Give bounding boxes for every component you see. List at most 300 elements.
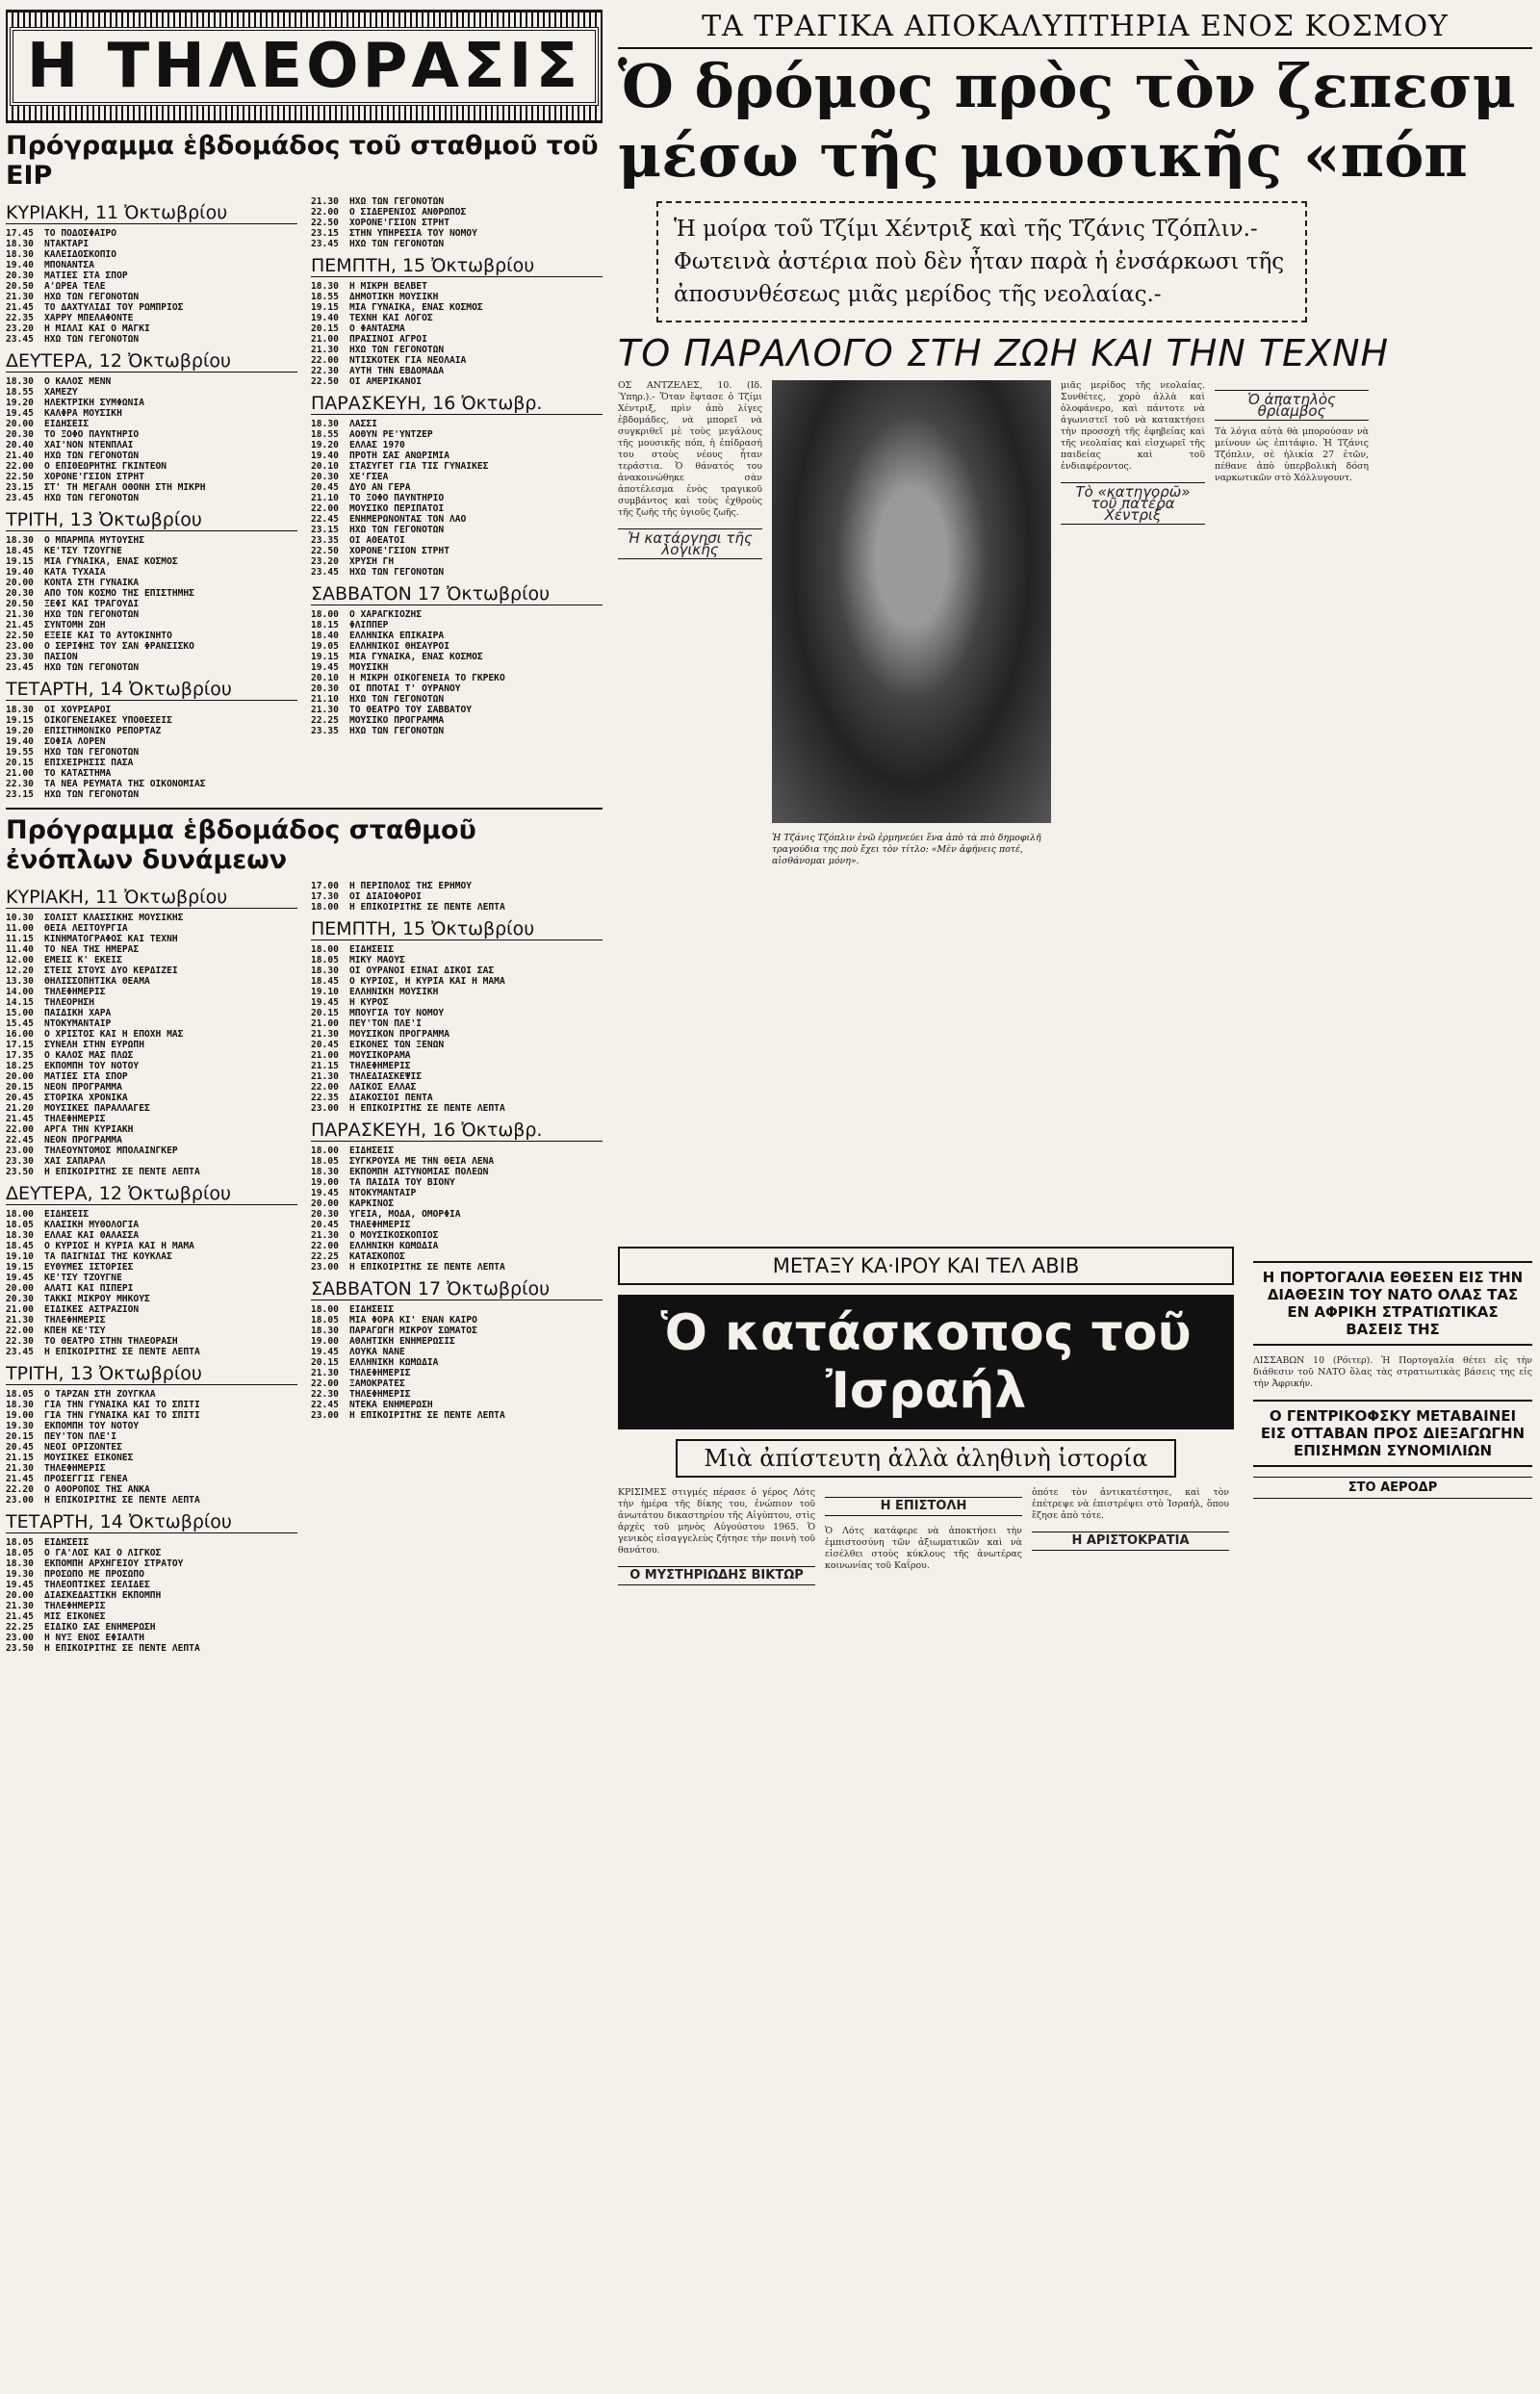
- schedule-time: 23.00: [6, 1146, 34, 1156]
- schedule-row: [311, 955, 603, 965]
- schedule-programme: ΕΝΗΜΕΡΩΝΟΝΤΑΣ ΤΟΝ ΛΑΟ: [349, 514, 467, 525]
- schedule-programme: Ο ΣΙΔΕΡΕΝΙΟΣ ΑΝΘΡΩΠΟΣ: [349, 207, 467, 218]
- schedule-programme: ΚΕ'ΤΣΥ ΤΖΟΥΓΝΕ: [44, 1273, 122, 1283]
- schedule-day-heading: ΠΕΜΠΤΗ, 15 Ὀκτωβρίου: [311, 918, 603, 940]
- schedule-row: [311, 1146, 603, 1156]
- schedule-time: 11.40: [6, 944, 34, 955]
- schedule-row: [311, 944, 603, 955]
- schedule-time: 21.00: [6, 1304, 34, 1315]
- schedule-time: 17.45: [6, 228, 34, 239]
- schedule-time: 18.55: [311, 429, 339, 440]
- schedule-row: [311, 1188, 603, 1198]
- schedule-time: 19.45: [311, 997, 339, 1008]
- schedule-time: 21.15: [311, 1061, 339, 1071]
- schedule-programme: ΟΙΚΟΓΕΝΕΙΑΚΕΣ ΥΠΟΘΕΣΕΙΣ: [44, 715, 172, 726]
- schedule-programme: ΕΜΕΙΣ Κ' ΕΚΕΙΣ: [44, 955, 122, 965]
- schedule-programme: ΘΕΙΑ ΛΕΙΤΟΥΡΓΙΑ: [44, 923, 128, 934]
- schedule-programme: ΕΙΔΙΚΟ ΣΑΣ ΕΝΗΜΕΡΩΣΗ: [44, 1622, 156, 1633]
- schedule-time: 22.20: [6, 1484, 34, 1495]
- eir-right-column: [311, 196, 603, 800]
- schedule-row: [311, 556, 603, 567]
- schedule-row: [6, 1273, 297, 1283]
- schedule-time: 22.45: [6, 1135, 34, 1146]
- schedule-programme: ΓΙΑ ΤΗΝ ΓΥΝΑΙΚΑ ΚΑΙ ΤΟ ΣΠΙΤΙ: [44, 1400, 200, 1410]
- schedule-row: [6, 1251, 297, 1262]
- schedule-row: [6, 1124, 297, 1135]
- schedule-list: [311, 1304, 603, 1421]
- schedule-row: [311, 1050, 603, 1061]
- schedule-row: [6, 1220, 297, 1230]
- tv-masthead-title: Η ΤΗΛΕΟΡΑΣΙΣ: [10, 27, 599, 106]
- schedule-time: 19.20: [6, 398, 34, 408]
- schedule-time: 22.00: [311, 503, 339, 514]
- schedule-time: 11.00: [6, 923, 34, 934]
- schedule-time: 21.30: [6, 1601, 34, 1611]
- schedule-time: 20.15: [311, 1008, 339, 1018]
- schedule-row: [6, 281, 297, 292]
- schedule-row: [6, 599, 297, 609]
- schedule-row: [6, 1230, 297, 1241]
- schedule-row: [6, 408, 297, 419]
- schedule-programme: ΤΟ ΞΟΦΟ ΠΑΥΝΤΗΡΙΟ: [44, 429, 140, 440]
- schedule-programme: ΕΛΛΗΝΙΚΟΙ ΘΗΣΑΥΡΟΙ: [349, 641, 449, 652]
- schedule-time: 21.30: [311, 1368, 339, 1378]
- schedule-time: 20.45: [6, 1442, 34, 1453]
- schedule-row: [311, 355, 603, 366]
- schedule-row: [6, 1474, 297, 1484]
- spy-col-2: [825, 1487, 1022, 1595]
- schedule-time: 22.30: [6, 1336, 34, 1347]
- schedule-row: [311, 334, 603, 345]
- schedule-programme: ΤΗΛΕΦΗΜΕΡΙΣ: [349, 1368, 411, 1378]
- schedule-row: [6, 323, 297, 334]
- schedule-time: 19.45: [311, 662, 339, 673]
- schedule-time: 14.15: [6, 997, 34, 1008]
- schedule-programme: Α'ΩΡΕΑ ΤΕΛΕ: [44, 281, 106, 292]
- schedule-row: [311, 419, 603, 429]
- schedule-time: 18.00: [6, 1209, 34, 1220]
- schedule-programme: ΝΕΟΝ ΠΡΟΓΡΑΜΜΑ: [44, 1135, 122, 1146]
- schedule-row: [311, 1008, 603, 1018]
- schedule-time: 23.45: [6, 334, 34, 345]
- schedule-programme: ΤΟ ΘΕΑΤΡΟ ΤΟΥ ΣΑΒΒΑΤΟΥ: [349, 705, 473, 715]
- schedule-time: 23.15: [311, 525, 339, 535]
- army-right-column: [311, 881, 603, 1654]
- schedule-row: [6, 1643, 297, 1654]
- schedule-row: [6, 1410, 297, 1421]
- schedule-programme: ΤΑ ΠΑΙΔΙΑ ΤΟΥ ΒΙΟΝΥ: [349, 1177, 455, 1188]
- schedule-time: 18.05: [6, 1389, 34, 1400]
- schedule-time: 20.40: [6, 440, 34, 450]
- schedule-row: [6, 1611, 297, 1622]
- schedule-programme: Η ΜΙΛΛΙ ΚΑΙ Ο ΜΑΓΚΙ: [44, 323, 150, 334]
- schedule-row: [311, 292, 603, 302]
- schedule-programme: ΤΕΧΝΗ ΚΑΙ ΛΟΓΟΣ: [349, 313, 433, 323]
- hendrix-col-4-text: Τὰ λόγια αὐτὰ θὰ μπορούσαν νὰ μείνουν ὡς ἐπιτάφιο. Ἡ Τζάνις Τζόπλιν, σὲ ἡλικία 27 ἐτῶν, πέθανε ἀπὸ ὑπερβολικὴ δόση ναρκωτικῶν στὸ Χόλλυγουντ.: [1215, 426, 1369, 483]
- schedule-time: 20.10: [311, 673, 339, 683]
- schedule-time: 17.30: [311, 891, 339, 902]
- schedule-programme: ΣΥΝΕΛΗ ΣΤΗΝ ΕΥΡΩΠΗ: [44, 1040, 144, 1050]
- schedule-time: 20.15: [311, 323, 339, 334]
- schedule-time: 20.30: [6, 1294, 34, 1304]
- schedule-programme: ΣΤ' ΤΗ ΜΕΓΑΛΗ ΟΘΟΝΗ ΣΤΗ ΜΙΚΡΗ: [44, 482, 206, 493]
- schedule-day-heading: ΠΕΜΠΤΗ, 15 Ὀκτωβρίου: [311, 255, 603, 277]
- schedule-programme: ΜΙΚΥ ΜΑΟΥΣ: [349, 955, 405, 965]
- schedule-row: [311, 1262, 603, 1273]
- schedule-programme: ΤΗΛΕΦΗΜΕΡΙΣ: [44, 1114, 106, 1124]
- schedule-row: [6, 1463, 297, 1474]
- schedule-programme: ΚΕ'ΤΣΥ ΤΖΟΥΓΝΕ: [44, 546, 122, 556]
- schedule-row: [6, 302, 297, 313]
- schedule-time: 18.30: [311, 965, 339, 976]
- schedule-row: [311, 609, 603, 620]
- hendrix-col-1-text: ΟΣ ΑΝΤΖΕΛΕΣ, 10. (Ιδ. Ύπηρ.).- Ὅταν ἔφτασε ὁ Τζίμι Χέντριξ, πρὶν ἀπὸ λίγες ἑβδομάδες, νὰ μπορεῖ νὰ συγκριθεῖ μὲ τοὺς μεγάλους τῆς μουσικῆς πόπ, ἡ ἐπίδρασή του στοὺς νέους ἦταν τεράστια. Ὁ θάνατός του ἀνακοινώθηκε σὰν ἀποτέλεσμα ἐνὸς τραγικοῦ συμβάντος καὶ τοὺς ἐχθροὺς τῆς ζωῆς τῆς ὑγιοῦς ζωῆς.: [618, 380, 762, 518]
- schedule-programme: ΧΑΙ'ΝΟΝ ΝΤΕΝΠΛΑΙ: [44, 440, 134, 450]
- schedule-programme: ΜΟΥΣΙΚΗ: [349, 662, 389, 673]
- schedule-programme: ΘΗΛΙΣΣΟΠΗΤΙΚΑ ΘΕΑΜΑ: [44, 976, 150, 987]
- schedule-programme: ΚΑΤΑΣΚΟΠΟΣ: [349, 1251, 405, 1262]
- schedule-time: 10.30: [6, 913, 34, 923]
- schedule-row: [6, 1495, 297, 1506]
- schedule-row: [6, 1262, 297, 1273]
- schedule-row: [6, 620, 297, 631]
- schedule-time: 23.30: [6, 652, 34, 662]
- gentrikofsky-headline: Ο ΓΕΝΤΡΙΚΟΦΣΚΥ ΜΕΤΑΒΑΙΝΕΙ ΕΙΣ ΟΤΤΑΒΑΝ ΠΡΟΣ ΔΙΕΞΑΓΩΓΗΝ ΕΠΙΣΗΜΩΝ ΣΥΝΟΜΙΛΙΩΝ: [1253, 1400, 1532, 1467]
- schedule-programme: ΝΤΕΚΑ ΕΝΗΜΕΡΩΣΗ: [349, 1400, 433, 1410]
- schedule-row: [6, 1326, 297, 1336]
- schedule-time: 20.00: [6, 1283, 34, 1294]
- schedule-time: 23.45: [6, 493, 34, 503]
- joplin-photo-caption: Ἡ Τζάνις Τζόπλιν ἐνῶ ἑρμηνεύει ἕνα ἀπὸ τὰ πιὸ δημοφιλῆ τραγούδια της ποὺ ἔχει τὸν τίτλο: «Μὲν ἀφήνεις ποτέ, αἰσθάνομαι μόνη».: [772, 833, 1041, 866]
- hendrix-section-title: ΤΟ ΠΑΡΑΛΟΓΟ ΣΤΗ ΖΩΗ ΚΑΙ ΤΗΝ ΤΕΧΝΗ: [618, 332, 1390, 374]
- schedule-programme: Η ΕΠΙΚΟΙΡΙΤΗΣ ΣΕ ΠΕΝΤΕ ΛΕΠΤΑ: [349, 1410, 505, 1421]
- schedule-row: [6, 376, 297, 387]
- schedule-programme: ΜΟΥΣΙΚΟΡΑΜΑ: [349, 1050, 411, 1061]
- schedule-row: [311, 313, 603, 323]
- schedule-row: [311, 1336, 603, 1347]
- schedule-row: [311, 1368, 603, 1378]
- schedule-time: 19.45: [311, 1347, 339, 1357]
- schedule-row: [311, 694, 603, 705]
- schedule-time: 23.45: [6, 662, 34, 673]
- schedule-programme: Η ΝΥΞ ΕΝΟΣ ΕΦΙΑΛΤΗ: [44, 1633, 144, 1643]
- schedule-time: 19.05: [311, 641, 339, 652]
- side-column: [1253, 1251, 1532, 1508]
- schedule-time: 21.45: [6, 620, 34, 631]
- schedule-row: [311, 1209, 603, 1220]
- schedule-programme: ΚΑΡΚΙΝΟΣ: [349, 1198, 395, 1209]
- schedule-row: [6, 1537, 297, 1548]
- schedule-list: [311, 881, 603, 913]
- schedule-programme: ΤΑ ΠΑΙΓΝΙΔΙ ΤΗΣ ΚΟΥΚΛΑΣ: [44, 1251, 172, 1262]
- schedule-programme: ΕΛΛΑΣ ΚΑΙ ΘΑΛΑΣΣΑ: [44, 1230, 140, 1241]
- schedule-row: [6, 1453, 297, 1463]
- eir-columns: [6, 196, 603, 800]
- schedule-programme: ΤΗΛΕΦΗΜΕΡΙΣ: [349, 1061, 411, 1071]
- schedule-time: 21.40: [6, 450, 34, 461]
- schedule-time: 23.45: [311, 239, 339, 249]
- schedule-time: 18.05: [6, 1548, 34, 1558]
- schedule-programme: ΜΙΑ ΓΥΝΑΙΚΑ, ΕΝΑΣ ΚΟΣΜΟΣ: [44, 556, 178, 567]
- schedule-programme: ΕΛΛΗΝΙΚΑ ΕΠΙΚΑΙΡΑ: [349, 631, 445, 641]
- schedule-time: 12.00: [6, 955, 34, 965]
- schedule-time: 20.00: [6, 419, 34, 429]
- schedule-programme: Η ΕΠΙΚΟΙΡΙΤΗΣ ΣΕ ΠΕΝΤΕ ΛΕΠΤΑ: [44, 1167, 200, 1177]
- schedule-time: 22.00: [311, 207, 339, 218]
- schedule-time: 21.15: [6, 1453, 34, 1463]
- schedule-row: [311, 1198, 603, 1209]
- schedule-time: 23.45: [6, 1347, 34, 1357]
- schedule-row: [311, 1018, 603, 1029]
- schedule-programme: ΗΧΩ ΤΩΝ ΓΕΓΟΝΟΤΩΝ: [44, 789, 140, 800]
- schedule-time: 18.30: [6, 1558, 34, 1569]
- schedule-time: 18.30: [6, 535, 34, 546]
- schedule-row: [6, 472, 297, 482]
- schedule-time: 19.10: [6, 1251, 34, 1262]
- schedule-row: [311, 535, 603, 546]
- spy-col-2-text: Ὁ Λότς κατάφερε νὰ ἀποκτήσει τὴν ἐμπιστοσύνη τῶν ἀξιωματικῶν καὶ νὰ εἰσέλθει στοὺς κύκλους τῆς ἀνωτέρας κοινωνίας τοῦ Καΐρου.: [825, 1526, 1022, 1571]
- schedule-programme: ΗΧΩ ΤΩΝ ΓΕΓΟΝΟΤΩΝ: [349, 239, 445, 249]
- schedule-time: 18.30: [6, 239, 34, 249]
- schedule-row: [311, 1167, 603, 1177]
- schedule-programme: ΚΑΛΕΙΔΟΣΚΟΠΙΟ: [44, 249, 117, 260]
- schedule-time: 23.20: [311, 556, 339, 567]
- schedule-time: 18.00: [311, 902, 339, 913]
- schedule-programme: ΣΥΓΚΡΟΥΣΑ ΜΕ ΤΗΝ ΘΕΙΑ ΛΕΝΑ: [349, 1156, 495, 1167]
- schedule-programme: ΜΠΟΝΑΝΤΣΑ: [44, 260, 94, 270]
- schedule-row: [311, 450, 603, 461]
- schedule-time: 22.00: [6, 461, 34, 472]
- schedule-row: [311, 376, 603, 387]
- schedule-row: [6, 387, 297, 398]
- schedule-time: 23.00: [6, 641, 34, 652]
- schedule-time: 21.45: [6, 1114, 34, 1124]
- schedule-programme: ΤΟ ΘΕΑΤΡΟ ΣΤΗΝ ΤΗΛΕΟΡΑΣΗ: [44, 1336, 178, 1347]
- schedule-row: [311, 281, 603, 292]
- schedule-row: [311, 567, 603, 578]
- schedule-time: 20.30: [6, 588, 34, 599]
- schedule-time: 21.30: [311, 1230, 339, 1241]
- schedule-row: [6, 1018, 297, 1029]
- schedule-time: 22.00: [6, 1124, 34, 1135]
- schedule-programme: ΤΗΛΕΦΗΜΕΡΙΣ: [44, 1315, 106, 1326]
- schedule-time: 18.00: [311, 609, 339, 620]
- schedule-time: 22.30: [6, 779, 34, 789]
- schedule-time: 18.55: [6, 387, 34, 398]
- schedule-programme: ΧΡΥΣΗ ΓΗ: [349, 556, 395, 567]
- schedule-row: [6, 1029, 297, 1040]
- schedule-row: [6, 1241, 297, 1251]
- schedule-programme: ΕΚΠΟΜΠΗ ΤΟΥ ΝΟΤΟΥ: [44, 1421, 140, 1431]
- schedule-row: [6, 1569, 297, 1580]
- schedule-time: 22.00: [6, 1326, 34, 1336]
- schedule-programme: ΠΡΟΣΕΓΓΙΣ ΓΕΝΕΑ: [44, 1474, 128, 1484]
- schedule-row: [6, 1146, 297, 1156]
- schedule-programme: ΚΑΛΦΡΑ ΜΟΥΣΙΚΗ: [44, 408, 122, 419]
- schedule-row: [6, 535, 297, 546]
- schedule-time: 19.40: [6, 567, 34, 578]
- schedule-list: [311, 196, 603, 249]
- schedule-programme: ΗΧΩ ΤΩΝ ΓΕΓΟΝΟΤΩΝ: [44, 662, 140, 673]
- schedule-programme: Η ΠΕΡΙΠΟΛΟΣ ΤΗΣ ΕΡΗΜΟΥ: [349, 881, 473, 891]
- schedule-time: 22.50: [6, 631, 34, 641]
- schedule-time: 18.30: [311, 419, 339, 429]
- schedule-programme: ΚΠΕΗ ΚΕ'ΤΣΥ: [44, 1326, 106, 1336]
- schedule-programme: Ο ΕΠΙΘΕΩΡΗΤΗΣ ΓΚΙΝΤΕΟΝ: [44, 461, 167, 472]
- schedule-programme: ΑΛΑΤΙ ΚΑΙ ΠΙΠΕΡΙ: [44, 1283, 134, 1294]
- schedule-row: [311, 1347, 603, 1357]
- schedule-time: 23.50: [6, 1643, 34, 1654]
- schedule-time: 23.30: [6, 1156, 34, 1167]
- schedule-programme: Ο ΜΟΥΣΙΚΟΣΚΟΠΙΟΣ: [349, 1230, 439, 1241]
- schedule-programme: Ο ΚΑΛΟΣ ΜΕΝΝ: [44, 376, 112, 387]
- schedule-row: [311, 1029, 603, 1040]
- schedule-row: [6, 249, 297, 260]
- schedule-row: [311, 976, 603, 987]
- schedule-time: 21.30: [311, 1029, 339, 1040]
- schedule-row: [311, 1082, 603, 1093]
- schedule-row: [6, 429, 297, 440]
- schedule-row: [6, 1558, 297, 1569]
- schedule-time: 22.30: [311, 366, 339, 376]
- schedule-row: [311, 641, 603, 652]
- schedule-day-heading: ΚΥΡΙΑΚΗ, 11 Ὀκτωβρίου: [6, 202, 297, 224]
- schedule-time: 19.55: [6, 747, 34, 758]
- schedule-time: 18.05: [311, 1156, 339, 1167]
- schedule-day-heading: ΔΕΥΤΕΡΑ, 12 Ὀκτωβρίου: [6, 1183, 297, 1205]
- schedule-time: 13.30: [6, 976, 34, 987]
- schedule-programme: ΠΑΡΑΓΩΓΗ ΜΙΚΡΟΥ ΣΩΜΑΤΟΣ: [349, 1326, 477, 1336]
- schedule-time: 22.45: [311, 1400, 339, 1410]
- schedule-row: [311, 1241, 603, 1251]
- schedule-programme: ΤΟ ΚΑΤΑΣΤΗΜΑ: [44, 768, 112, 779]
- schedule-time: 23.15: [6, 482, 34, 493]
- schedule-row: [6, 1008, 297, 1018]
- schedule-day-heading: ΚΥΡΙΑΚΗ, 11 Ὀκτωβρίου: [6, 887, 297, 909]
- schedule-row: [311, 525, 603, 535]
- schedule-time: 18.30: [6, 1230, 34, 1241]
- schedule-row: [311, 482, 603, 493]
- schedule-row: [6, 1548, 297, 1558]
- spy-title: Ὁ κατάσκοπος τοῦ Ἰσραήλ: [618, 1295, 1234, 1429]
- schedule-programme: ΗΧΩ ΤΩΝ ΓΕΓΟΝΟΤΩΝ: [349, 567, 445, 578]
- schedule-row: [311, 631, 603, 641]
- schedule-time: 17.35: [6, 1050, 34, 1061]
- schedule-time: 23.20: [6, 323, 34, 334]
- schedule-time: 21.30: [311, 705, 339, 715]
- schedule-programme: ΗΧΩ ΤΩΝ ΓΕΓΟΝΟΤΩΝ: [44, 334, 140, 345]
- schedule-programme: ΗΧΩ ΤΩΝ ΓΕΓΟΝΟΤΩΝ: [44, 493, 140, 503]
- schedule-row: [6, 334, 297, 345]
- schedule-time: 19.00: [311, 1336, 339, 1347]
- schedule-programme: Η ΕΠΙΚΟΙΡΙΤΗΣ ΣΕ ΠΕΝΤΕ ΛΕΠΤΑ: [349, 902, 505, 913]
- eir-title: Πρόγραμμα ἑβδομάδος τοῦ σταθμοῦ τοῦ ΕΙΡ: [6, 131, 599, 191]
- schedule-programme: ΤΟ ΝΕΑ ΤΗΣ ΗΜΕΡΑΣ: [44, 944, 140, 955]
- schedule-time: 22.50: [311, 546, 339, 556]
- schedule-programme: ΝΤΟΚΥΜΑΝΤΑΙΡ: [349, 1188, 417, 1198]
- schedule-programme: ΗΧΩ ΤΩΝ ΓΕΓΟΝΟΤΩΝ: [349, 345, 445, 355]
- schedule-time: 18.30: [6, 376, 34, 387]
- schedule-time: 18.30: [311, 1167, 339, 1177]
- schedule-row: [6, 1082, 297, 1093]
- schedule-row: [6, 923, 297, 934]
- schedule-time: 20.00: [6, 1071, 34, 1082]
- schedule-programme: ΠΡΟΣΩΠΟ ΜΕ ΠΡΟΣΩΠΟ: [44, 1569, 144, 1580]
- hendrix-headline-1: Ὁ δρόμος πρὸς τὸν ζεπεσμ: [618, 51, 1517, 121]
- schedule-row: [311, 1103, 603, 1114]
- schedule-row: [6, 705, 297, 715]
- schedule-time: 18.05: [6, 1537, 34, 1548]
- schedule-time: 17.00: [311, 881, 339, 891]
- schedule-row: [6, 1590, 297, 1601]
- spy-mini-1: Ο ΜΥΣΤΗΡΙΩΔΗΣ ΒΙΚΤΩΡ: [618, 1566, 815, 1585]
- schedule-programme: ΜΟΥΣΙΚΕΣ ΠΑΡΑΛΛΑΓΕΣ: [44, 1103, 150, 1114]
- schedule-row: [6, 556, 297, 567]
- schedule-row: [6, 482, 297, 493]
- schedule-programme: ΜΑΤΙΕΣ ΣΤΑ ΣΠΟΡ: [44, 270, 128, 281]
- schedule-time: 12.20: [6, 965, 34, 976]
- schedule-day-heading: ΠΑΡΑΣΚΕΥΗ, 16 Ὀκτωβρ.: [311, 1120, 603, 1142]
- schedule-time: 23.15: [311, 228, 339, 239]
- schedule-row: [311, 472, 603, 482]
- schedule-list: [6, 1537, 297, 1654]
- schedule-row: [311, 1040, 603, 1050]
- schedule-time: 23.45: [311, 567, 339, 578]
- schedule-programme: ΔΙΑΚΟΣΙΟΙ ΠΕΝΤΑ: [349, 1093, 433, 1103]
- schedule-programme: ΗΧΩ ΤΩΝ ΓΕΓΟΝΟΤΩΝ: [349, 694, 445, 705]
- schedule-time: 23.00: [311, 1410, 339, 1421]
- schedule-programme: Ο ΤΑΡΖΑΝ ΣΤΗ ΖΟΥΓΚΛΑ: [44, 1389, 156, 1400]
- tv-section: [6, 10, 603, 2385]
- schedule-programme: ΜΙΑ ΓΥΝΑΙΚΑ, ΕΝΑΣ ΚΟΣΜΟΣ: [349, 302, 483, 313]
- schedule-time: 21.30: [6, 1315, 34, 1326]
- schedule-time: 23.00: [311, 1262, 339, 1273]
- schedule-programme: Ο ΧΡΙΣΤΟΣ ΚΑΙ Η ΕΠΟΧΗ ΜΑΣ: [44, 1029, 184, 1040]
- schedule-row: [311, 366, 603, 376]
- schedule-programme: ΤΗΛΕΦΗΜΕΡΙΣ: [349, 1389, 411, 1400]
- schedule-time: 19.15: [6, 556, 34, 567]
- schedule-row: [6, 260, 297, 270]
- schedule-time: 21.45: [6, 1611, 34, 1622]
- schedule-programme: ΗΧΩ ΤΩΝ ΓΕΓΟΝΟΤΩΝ: [349, 525, 445, 535]
- schedule-row: [311, 228, 603, 239]
- schedule-programme: ΠΕΥ'ΤΟΝ ΠΛΕ'Ι: [349, 1018, 423, 1029]
- schedule-time: 20.15: [6, 1431, 34, 1442]
- schedule-time: 22.35: [6, 313, 34, 323]
- schedule-row: [6, 1114, 297, 1124]
- schedule-time: 22.50: [311, 376, 339, 387]
- schedule-time: 19.45: [6, 408, 34, 419]
- schedule-time: 19.40: [311, 450, 339, 461]
- schedule-programme: ΤΗΛΕΦΗΜΕΡΙΣ: [44, 987, 106, 997]
- schedule-day-heading: ΣΑΒΒΑΤΟΝ 17 Ὀκτωβρίου: [311, 1278, 603, 1300]
- schedule-time: 18.30: [6, 249, 34, 260]
- schedule-row: [6, 461, 297, 472]
- nato-headline: Η ΠΟΡΤΟΓΑΛΙΑ ΕΘΕΣΕΝ ΕΙΣ ΤΗΝ ΔΙΑΘΕΣΙΝ ΤΟΥ ΝΑΤΟ ΟΛΑΣ ΤΑΣ ΕΝ ΑΦΡΙΚΗ ΣΤΡΑΤΙΩΤΙΚΑΣ ΒΑΣΕΙΣ ΤΗΣ: [1253, 1261, 1532, 1346]
- spy-article: [618, 1247, 1234, 1595]
- schedule-day-heading: ΤΕΤΑΡΤΗ, 14 Ὀκτωβρίου: [6, 1511, 297, 1533]
- schedule-programme: ΠΕΥ'ΤΟΝ ΠΛΕ'Ι: [44, 1431, 117, 1442]
- schedule-programme: ΣΟΛΙΣΤ ΚΛΑΣΣΙΚΗΣ ΜΟΥΣΙΚΗΣ: [44, 913, 184, 923]
- schedule-time: 20.30: [311, 472, 339, 482]
- schedule-programme: ΕΙΚΟΝΕΣ ΤΩΝ ΞΕΝΩΝ: [349, 1040, 445, 1050]
- schedule-programme: ΔΙΑΣΚΕΔΑΣΤΙΚΗ ΕΚΠΟΜΠΗ: [44, 1590, 162, 1601]
- schedule-time: 21.30: [311, 1071, 339, 1082]
- schedule-programme: ΕΙΔΗΣΕΙΣ: [44, 1537, 90, 1548]
- schedule-row: [311, 1220, 603, 1230]
- schedule-row: [311, 1389, 603, 1400]
- schedule-day-heading: ΔΕΥΤΕΡΑ, 12 Ὀκτωβρίου: [6, 350, 297, 373]
